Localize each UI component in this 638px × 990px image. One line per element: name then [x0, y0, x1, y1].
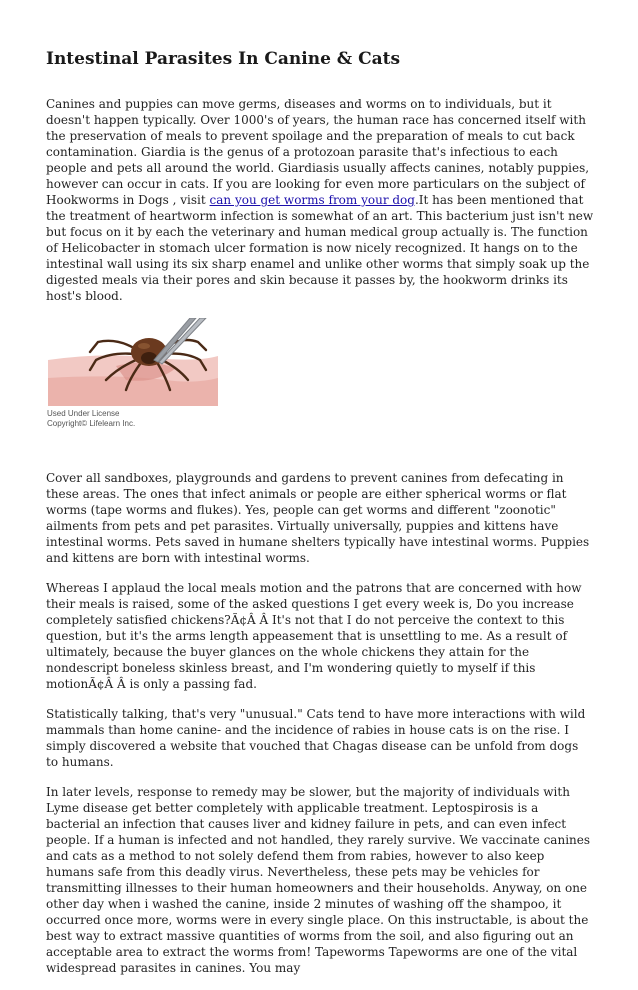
paragraph-5: In later levels, response to remedy may be slower, but the majority of individuals with Lyme disease get better completely with applicable treatment. Leptospirosis is a bacterial an infection that causes liver and kidney failure in pets, and can even infect people. If a human is infected and not handled, they rarely survive. We vaccinate canines and cats as a method to not solely defend them from rabies, however to also keep humans safe from this deadly virus. Nevertheless, these pets may be vehicles for transmitting illnesses to their human homeowners and their households. Anyway, on one other day when i washed the canine, inside 2 minutes of washing off the shampoo, it occurred once more, worms were in every single place. On this instructable, is about the best way to extract massive quantities of worms from the soil, and also figuring out an acceptable area to extract the worms from! Tapeworms Tapeworms are one of the vital widespread parasites in canines. You may	[46, 785, 591, 975]
tick-highlight	[138, 343, 150, 349]
paragraph-2: Cover all sandboxes, playgrounds and gardens to prevent canines from defecating in these areas. The ones that infect animals or people are either spherical worms or flat worms (tape worms and flukes). Yes, people can get worms and different "zoonotic" ailments from pets and pet parasites. Virtually universally, puppies and kittens have intestinal worms. Pets saved in humane shelters typically have intestinal worms. Puppies and kittens are born with intestinal worms.	[46, 471, 590, 565]
page-title: Intestinal Parasites In Canine & Cats	[46, 49, 401, 69]
paragraph-1-text: Canines and puppies can move germs, diseases and worms on to individuals, but it doesn't happen typically. Over 1000's of years, the human race has concerned itself with the preservation of meals to prevent spoilage and the preparation of meals to cut back contamination. Giardia is the genus of a protozoan parasite that's infectious to each people and pets all around the world. Giardiasis usually affects canines, notably puppies, however can occur in cats. If you are looking for even more particulars on the subject of Hookworms in Dogs , visit	[46, 97, 590, 207]
figure-caption-line-2: Copyright© Lifelearn Inc.	[47, 419, 136, 428]
figure-caption-line-1: Used Under License	[47, 409, 120, 418]
paragraph-4: Statistically talking, that's very "unusual." Cats tend to have more interactions with wild mammals than home canine- and the incidence of rabies in house cats is on the rise. I simply discovered a website that vouched that Chagas disease can be unfold from dogs to humans.	[46, 707, 586, 769]
tick-removal-figure	[46, 318, 236, 438]
paragraph-1-text-continued: .It has been mentioned that the treatment of heartworm infection is somewhat of an art. This bacterium just isn't new but focus on it by each the veterinary and human medical group actually is. The function of Helicobacter in stomach ulcer formation is now nicely recognized. It hangs on to the intestinal wall using its six sharp enamel and unlike other worms that simply soak up the digested meals via their pores and skin because it passes by, the hookworm drinks its host's blood.	[46, 193, 594, 303]
document-page	[46, 48, 594, 990]
hookworms-link[interactable]: can you get worms from your dog	[209, 193, 415, 207]
tick-removal-illustration-icon	[46, 318, 236, 408]
paragraph-1	[46, 96, 594, 304]
tick-shield	[141, 352, 157, 364]
figure-caption	[47, 409, 135, 429]
paragraph-3: Whereas I applaud the local meals motion and the patrons that are concerned with how their meals is raised, some of the asked questions I get every week is, Do you increase completely satisfied chickens?Ã¢Â Â It's not that I do not perceive the context to this question, but it's the arms length appeasement that is unsettling to me. As a result of ultimately, because the buyer glances on the whole chickens they attain for the nondescript boneless skinless breast, and I'm wondering quietly to myself if this motionÃ¢Â Â is only a passing fad.	[46, 581, 582, 691]
